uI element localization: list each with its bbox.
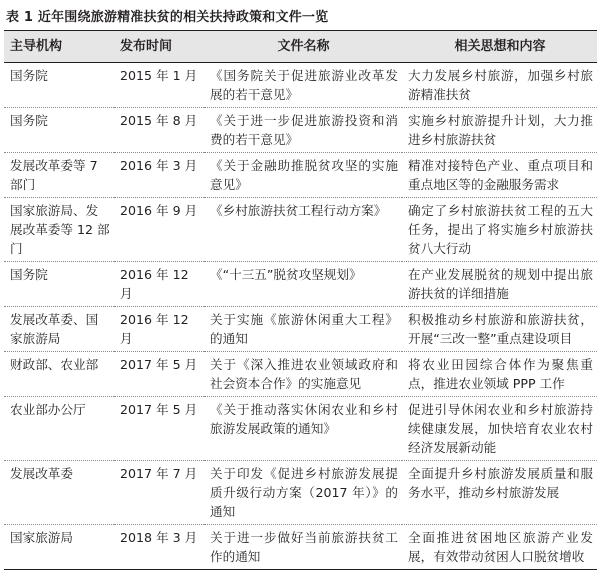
cell-release-date: 2018 年 3 月 bbox=[120, 530, 198, 545]
cell-document-name: 《乡村旅游扶贫工程行动方案》 bbox=[210, 203, 387, 218]
cell-document-name: 《关于推动落实休闲农业和乡村旅游发展政策的通知》 bbox=[210, 402, 398, 436]
table-header-row bbox=[4, 31, 597, 63]
header-lead-agency: 主导机构 bbox=[10, 39, 63, 54]
cell-release-date: 2016 年 12 月 bbox=[120, 267, 189, 301]
cell-lead-agency: 国务院 bbox=[10, 68, 48, 83]
cell-related-content: 大力发展乡村旅游，加强乡村旅游精准扶贫 bbox=[408, 68, 593, 102]
cell-lead-agency: 国家旅游局、发展改革委等 12 部门 bbox=[10, 203, 110, 256]
cell-release-date: 2017 年 5 月 bbox=[120, 402, 198, 417]
cell-lead-agency: 发展改革委等 7 部门 bbox=[10, 158, 98, 192]
cell-release-date: 2017 年 7 月 bbox=[120, 466, 198, 481]
cell-document-name: 《国务院关于促进旅游业改革发展的若干意见》 bbox=[210, 68, 398, 102]
header-document-name: 文件名称 bbox=[277, 39, 330, 54]
cell-related-content: 实施乡村旅游提升计划，大力推进乡村旅游扶贫 bbox=[408, 113, 593, 147]
table-row bbox=[4, 108, 597, 153]
cell-document-name: 关于进一步做好当前旅游扶贫工作的通知 bbox=[210, 530, 398, 564]
cell-release-date: 2017 年 5 月 bbox=[120, 357, 198, 372]
table-row bbox=[4, 352, 597, 397]
table-row bbox=[4, 198, 597, 262]
cell-related-content: 促进引导休闲农业和乡村旅游持续健康发展，加快培育农业农村经济发展新动能 bbox=[408, 402, 593, 455]
cell-related-content: 将农业田园综合体作为聚焦重点，推进农业领域 PPP 工作 bbox=[408, 357, 593, 391]
table-row bbox=[4, 525, 597, 570]
cell-lead-agency: 农业部办公厅 bbox=[10, 402, 86, 417]
table-row bbox=[4, 262, 597, 307]
cell-release-date: 2016 年 9 月 bbox=[120, 203, 198, 218]
cell-related-content: 全面提升乡村旅游发展质量和服务水平，推动乡村旅游发展 bbox=[408, 466, 593, 500]
cell-release-date: 2016 年 12 月 bbox=[120, 312, 189, 346]
header-related-content: 相关思想和内容 bbox=[454, 39, 546, 54]
table-row bbox=[4, 307, 597, 352]
cell-lead-agency: 财政部、农业部 bbox=[10, 357, 99, 372]
cell-lead-agency: 发展改革委、国家旅游局 bbox=[10, 312, 99, 346]
table-caption: 表 1 近年围绕旅游精准扶贫的相关扶持政策和文件一览 bbox=[6, 10, 329, 25]
cell-related-content: 积极推动乡村旅游和旅游扶贫，开展“三改一整”重点建设项目 bbox=[408, 312, 593, 346]
cell-related-content: 在产业发展脱贫的规划中提出旅游扶贫的详细措施 bbox=[408, 267, 593, 301]
cell-lead-agency: 国家旅游局 bbox=[10, 530, 73, 545]
table-row bbox=[4, 63, 597, 108]
header-release-date: 发布时间 bbox=[120, 39, 173, 54]
cell-document-name: 关于《深入推进农业领域政府和社会资本合作》的实施意见 bbox=[210, 357, 398, 391]
cell-document-name: 《关于进一步促进旅游投资和消费的若干意见》 bbox=[210, 113, 398, 147]
table-row bbox=[4, 153, 597, 198]
cell-related-content: 全面推进贫困地区旅游产业发展，有效带动贫困人口脱贫增收 bbox=[408, 530, 593, 564]
cell-release-date: 2015 年 1 月 bbox=[120, 68, 198, 83]
cell-lead-agency: 国务院 bbox=[10, 113, 48, 128]
cell-release-date: 2015 年 8 月 bbox=[120, 113, 198, 128]
cell-document-name: 《关于金融助推脱贫攻坚的实施意见》 bbox=[210, 158, 398, 192]
cell-lead-agency: 国务院 bbox=[10, 267, 48, 282]
cell-lead-agency: 发展改革委 bbox=[10, 466, 73, 481]
table-row bbox=[4, 397, 597, 461]
policy-table bbox=[4, 30, 597, 570]
cell-document-name: 关于实施《旅游休闲重大工程》的通知 bbox=[210, 312, 398, 346]
cell-related-content: 确定了乡村旅游扶贫工程的五大任务，提出了将实施乡村旅游扶贫八大行动 bbox=[408, 203, 593, 256]
cell-document-name: 《“十三五”脱贫攻坚规划》 bbox=[210, 267, 362, 282]
table-row bbox=[4, 461, 597, 525]
cell-release-date: 2016 年 3 月 bbox=[120, 158, 198, 173]
cell-related-content: 精准对接特色产业、重点项目和重点地区等的金融服务需求 bbox=[408, 158, 593, 192]
cell-document-name: 关于印发《促进乡村旅游发展提质升级行动方案（2017 年）》的通知 bbox=[210, 466, 398, 519]
